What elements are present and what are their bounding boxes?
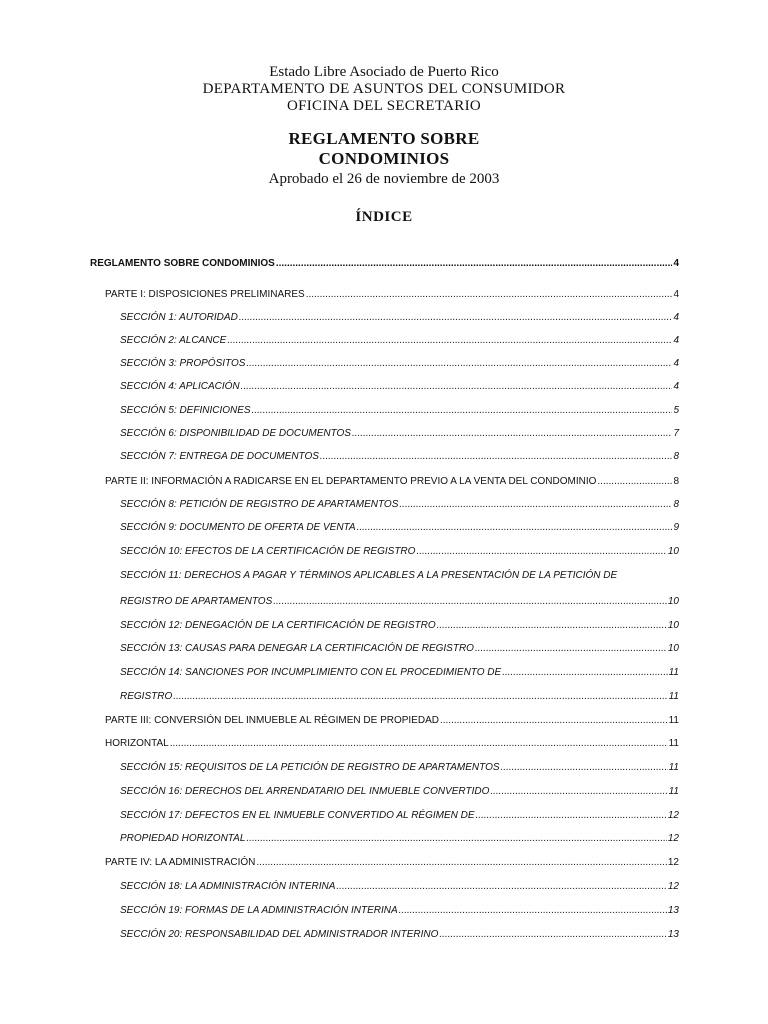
toc-entry[interactable] <box>120 620 679 631</box>
toc-entry-page: 12 <box>667 810 679 821</box>
toc-entry-page: 5 <box>673 405 679 416</box>
toc-entry-title: SECCIÓN 5: DEFINICIONES <box>120 405 251 416</box>
toc-entry-page: 12 <box>667 833 679 844</box>
toc-entry-title: SECCIÓN 15: REQUISITOS DE LA PETICIÓN DE REGISTRO DE APARTAMENTOS <box>120 762 500 773</box>
document-title <box>0 129 768 169</box>
toc-entry-title: SECCIÓN 6: DISPONIBILIDAD DE DOCUMENTOS <box>120 428 351 439</box>
dot-leader <box>490 786 667 797</box>
title-line-1: REGLAMENTO SOBRE <box>288 129 480 148</box>
toc-entry-page: 10 <box>667 596 679 607</box>
toc-entry[interactable] <box>120 405 679 416</box>
toc-entry[interactable] <box>120 643 679 654</box>
toc-entry-page: 9 <box>673 522 679 533</box>
toc-entry[interactable] <box>120 451 679 462</box>
toc-entry-title: SECCIÓN 9: DOCUMENTO DE OFERTA DE VENTA <box>120 522 356 533</box>
toc-entry[interactable] <box>120 522 679 533</box>
toc-entry-page: 7 <box>673 428 679 439</box>
toc-entry-title: SECCIÓN 1: AUTORIDAD <box>120 312 238 323</box>
toc-entry-title: PARTE III: CONVERSIÓN DEL INMUEBLE AL RÉGIMEN DE PROPIEDAD <box>105 715 439 726</box>
toc-entry[interactable] <box>120 762 679 773</box>
toc-entry-page: 13 <box>667 929 679 940</box>
title-line-2: CONDOMINIOS <box>318 149 450 168</box>
toc-entry-title: REGISTRO DE APARTAMENTOS <box>120 596 273 607</box>
toc-entry[interactable] <box>120 810 679 821</box>
toc-entry-page: 4 <box>673 381 679 392</box>
toc-entry[interactable] <box>120 570 679 581</box>
toc-entry-page: 12 <box>667 857 679 868</box>
toc-entry-title: SECCIÓN 18: LA ADMINISTRACIÓN INTERINA <box>120 881 336 892</box>
toc-entry-title: PARTE II: INFORMACIÓN A RADICARSE EN EL DEPARTAMENTO PREVIO A LA VENTA DEL CONDOMINIO <box>105 476 597 487</box>
toc-entry-title: SECCIÓN 8: PETICIÓN DE REGISTRO DE APARTAMENTOS <box>120 499 399 510</box>
toc-entry-title: HORIZONTAL <box>105 738 169 749</box>
toc-entry-page: 4 <box>673 335 679 346</box>
toc-entry[interactable] <box>120 905 679 916</box>
toc-entry-title: SECCIÓN 11: DERECHOS A PAGAR Y TÉRMINOS APLICABLES A LA PRESENTACIÓN DE LA PETICIÓN DE <box>120 570 618 581</box>
toc-entry-page: 10 <box>667 546 679 557</box>
toc-entry[interactable] <box>120 691 679 702</box>
toc-entry-title: SECCIÓN 7: ENTREGA DE DOCUMENTOS <box>120 451 319 462</box>
dot-leader <box>239 312 673 323</box>
dot-leader <box>252 405 673 416</box>
toc-entry[interactable] <box>105 289 679 300</box>
toc-entry-title: REGLAMENTO SOBRE CONDOMINIOS <box>90 258 275 269</box>
toc-entry-title: SECCIÓN 14: SANCIONES POR INCUMPLIMIENTO CON EL PROCEDIMIENTO DE <box>120 667 502 678</box>
dot-leader <box>416 546 666 557</box>
toc-entry-page: 11 <box>668 715 679 726</box>
toc-entry-title: SECCIÓN 13: CAUSAS PARA DENEGAR LA CERTIFICACIÓN DE REGISTRO <box>120 643 474 654</box>
toc-entry-page: 11 <box>668 738 679 749</box>
toc-entry-title: PARTE I: DISPOSICIONES PRELIMINARES <box>105 289 305 300</box>
dot-leader <box>306 289 673 300</box>
toc-entry-page: 4 <box>673 258 679 269</box>
index-heading: ÍNDICE <box>355 209 413 225</box>
toc-entry-page: 8 <box>673 451 679 462</box>
toc-entry[interactable] <box>90 258 679 269</box>
dot-leader <box>173 691 667 702</box>
toc-entry-title: REGISTRO <box>120 691 173 702</box>
toc-entry-page: 4 <box>673 289 679 300</box>
dot-leader <box>399 905 667 916</box>
dot-leader <box>399 499 672 510</box>
toc-entry-title: SECCIÓN 10: EFECTOS DE LA CERTIFICACIÓN DE REGISTRO <box>120 546 416 557</box>
dot-leader <box>256 857 666 868</box>
toc-entry-page: 10 <box>667 643 679 654</box>
toc-entry-page: 4 <box>673 358 679 369</box>
toc-entry[interactable] <box>105 476 679 487</box>
toc-entry-title: SECCIÓN 16: DERECHOS DEL ARRENDATARIO DEL INMUEBLE CONVERTIDO <box>120 786 490 797</box>
document-header <box>0 64 768 226</box>
toc-entry[interactable] <box>105 715 679 726</box>
dot-leader <box>241 381 673 392</box>
dot-leader <box>352 428 672 439</box>
dot-leader <box>440 715 668 726</box>
dot-leader <box>273 596 667 607</box>
toc-entry[interactable] <box>120 428 679 439</box>
toc-entry-title: SECCIÓN 20: RESPONSABILIDAD DEL ADMINISTRADOR INTERINO <box>120 929 439 940</box>
toc-entry-title: SECCIÓN 3: PROPÓSITOS <box>120 358 246 369</box>
toc-entry-title: SECCIÓN 4: APLICACIÓN <box>120 381 240 392</box>
toc-entry[interactable] <box>120 358 679 369</box>
toc-entry-page: 11 <box>668 786 679 797</box>
dot-leader <box>336 881 666 892</box>
dot-leader <box>357 522 673 533</box>
toc-entry-page: 11 <box>668 691 679 702</box>
dot-leader <box>170 738 668 749</box>
toc-entry-title: SECCIÓN 17: DEFECTOS EN EL INMUEBLE CONVERTIDO AL RÉGIMEN DE <box>120 810 475 821</box>
toc-entry-page: 11 <box>668 762 679 773</box>
dot-leader <box>597 476 672 487</box>
dot-leader <box>227 335 672 346</box>
toc-entry-page: 8 <box>673 499 679 510</box>
toc-entry[interactable] <box>120 929 679 940</box>
dot-leader <box>320 451 673 462</box>
dot-leader <box>246 358 672 369</box>
toc-entry[interactable] <box>120 335 679 346</box>
toc-entry[interactable] <box>105 738 679 749</box>
toc-entry-title: PARTE IV: LA ADMINISTRACIÓN <box>105 857 256 868</box>
toc-entry-page: 10 <box>667 620 679 631</box>
dot-leader <box>276 258 673 269</box>
toc-entry[interactable] <box>120 667 679 678</box>
toc-entry[interactable] <box>120 881 679 892</box>
toc-entry-page: 12 <box>667 881 679 892</box>
toc-entry-title: SECCIÓN 19: FORMAS DE LA ADMINISTRACIÓN INTERINA <box>120 905 398 916</box>
dot-leader <box>476 810 667 821</box>
toc-entry[interactable] <box>120 546 679 557</box>
dot-leader <box>501 762 668 773</box>
dot-leader <box>437 620 667 631</box>
dot-leader <box>439 929 666 940</box>
dot-leader <box>475 643 667 654</box>
issuer-line: Estado Libre Asociado de Puerto Rico <box>269 64 499 80</box>
toc-entry-page: 13 <box>667 905 679 916</box>
department-line: DEPARTAMENTO DE ASUNTOS DEL CONSUMIDOR <box>202 81 566 97</box>
dot-leader <box>246 833 666 844</box>
toc-entry[interactable] <box>120 786 679 797</box>
toc-entry[interactable] <box>120 499 679 510</box>
toc-entry[interactable] <box>120 833 679 844</box>
toc-entry-title: SECCIÓN 2: ALCANCE <box>120 335 227 346</box>
toc-entry-page: 4 <box>673 312 679 323</box>
approval-date: Aprobado el 26 de noviembre de 2003 <box>268 171 500 187</box>
dot-leader <box>502 667 667 678</box>
toc-entry-page: 8 <box>673 476 679 487</box>
toc-entry-title: SECCIÓN 12: DENEGACIÓN DE LA CERTIFICACIÓN DE REGISTRO <box>120 620 436 631</box>
office-line: OFICINA DEL SECRETARIO <box>286 98 481 114</box>
toc-entry[interactable] <box>120 596 679 607</box>
toc-entry-title: PROPIEDAD HORIZONTAL <box>120 833 246 844</box>
toc-entry[interactable] <box>120 381 679 392</box>
toc-entry-page: 11 <box>668 667 679 678</box>
toc-entry[interactable] <box>105 857 679 868</box>
toc-entry[interactable] <box>120 312 679 323</box>
